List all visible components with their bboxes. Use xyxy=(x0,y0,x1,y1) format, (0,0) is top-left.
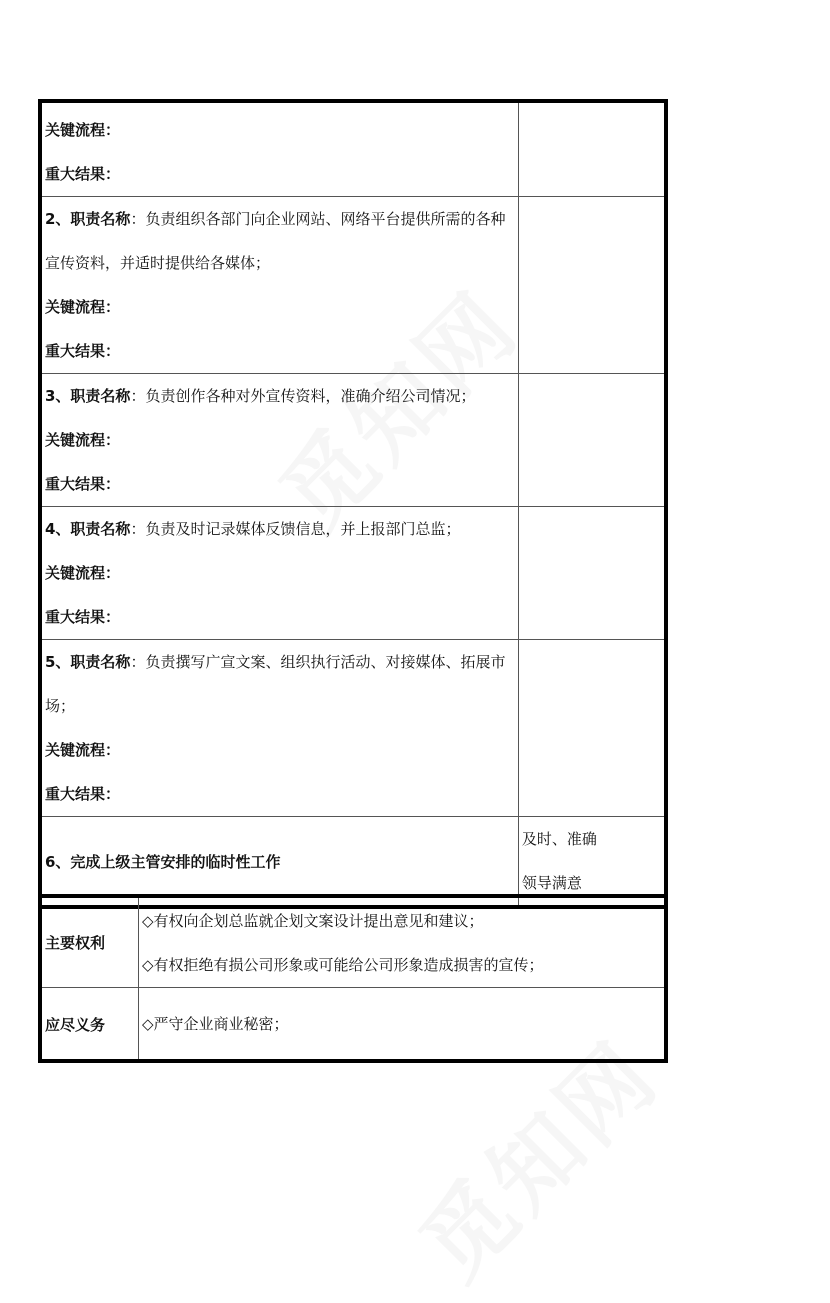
duty-row-1 xyxy=(41,102,666,197)
duty-row-4 xyxy=(41,507,666,640)
standard-text: 领导满意 xyxy=(521,874,582,892)
duty-cell xyxy=(41,197,519,374)
process-label: 关键流程： xyxy=(45,564,121,582)
duty-cell xyxy=(41,640,519,817)
rights-table xyxy=(40,896,666,1061)
rights-content xyxy=(139,897,666,988)
obligations-item: ◇严守企业商业秘密； xyxy=(142,1015,289,1033)
duty-number-label: 5、职责名称 xyxy=(45,653,131,671)
result-label: 重大结果： xyxy=(45,608,121,626)
standard-cell xyxy=(518,817,665,907)
temp-work-label: 6、完成上级主管安排的临时性工作 xyxy=(45,852,281,871)
standard-cell xyxy=(518,197,665,374)
duty-name-text: ：负责及时记录媒体反馈信息，并上报部门总监； xyxy=(130,520,461,538)
result-label: 重大结果： xyxy=(45,165,121,183)
obligations-content xyxy=(139,988,666,1061)
standard-cell xyxy=(518,374,665,507)
duty-row-5 xyxy=(41,640,666,817)
rights-row xyxy=(41,897,666,988)
result-label: 重大结果： xyxy=(45,475,121,493)
temp-work-cell xyxy=(41,817,519,907)
obligations-label: 应尽义务 xyxy=(41,988,139,1061)
process-label: 关键流程： xyxy=(45,298,121,316)
duty-name xyxy=(41,374,518,418)
duty-row-6 xyxy=(41,817,666,907)
duty-row-2 xyxy=(41,197,666,374)
obligations-row xyxy=(41,988,666,1061)
process-label: 关键流程： xyxy=(45,431,121,449)
standard-cell xyxy=(518,507,665,640)
duty-number-label: 3、职责名称 xyxy=(45,387,131,405)
standard-cell xyxy=(518,640,665,817)
process-label: 关键流程： xyxy=(45,741,121,759)
duty-cell xyxy=(41,507,519,640)
duty-number-label: 2、职责名称 xyxy=(45,210,131,228)
duty-cell xyxy=(41,374,519,507)
duty-name-text: ：负责撰写广宣文案、组织执行活动、对接媒体、拓展市场； xyxy=(45,653,506,715)
duty-row-3 xyxy=(41,374,666,507)
duty-name xyxy=(41,507,518,551)
duty-name xyxy=(41,197,518,285)
process-label: 关键流程： xyxy=(45,121,121,139)
duty-name xyxy=(41,640,518,728)
result-label: 重大结果： xyxy=(45,342,121,360)
duty-name-text: ：负责创作各种对外宣传资料，准确介绍公司情况； xyxy=(130,387,476,405)
rights-item: ◇有权拒绝有损公司形象或可能给公司形象造成损害的宣传； xyxy=(142,956,544,974)
rights-label: 主要权利 xyxy=(41,897,139,988)
duty-cell xyxy=(41,102,519,197)
duty-table xyxy=(40,101,666,907)
standard-cell xyxy=(518,102,665,197)
rights-item: ◇有权向企划总监就企划文案设计提出意见和建议； xyxy=(142,912,484,930)
duty-name-text: ：负责组织各部门向企业网站、网络平台提供所需的各种宣传资料，并适时提供给各媒体； xyxy=(45,210,506,272)
standard-text: 及时、准确 xyxy=(521,830,597,848)
duty-number-label: 4、职责名称 xyxy=(45,520,131,538)
result-label: 重大结果： xyxy=(45,785,121,803)
